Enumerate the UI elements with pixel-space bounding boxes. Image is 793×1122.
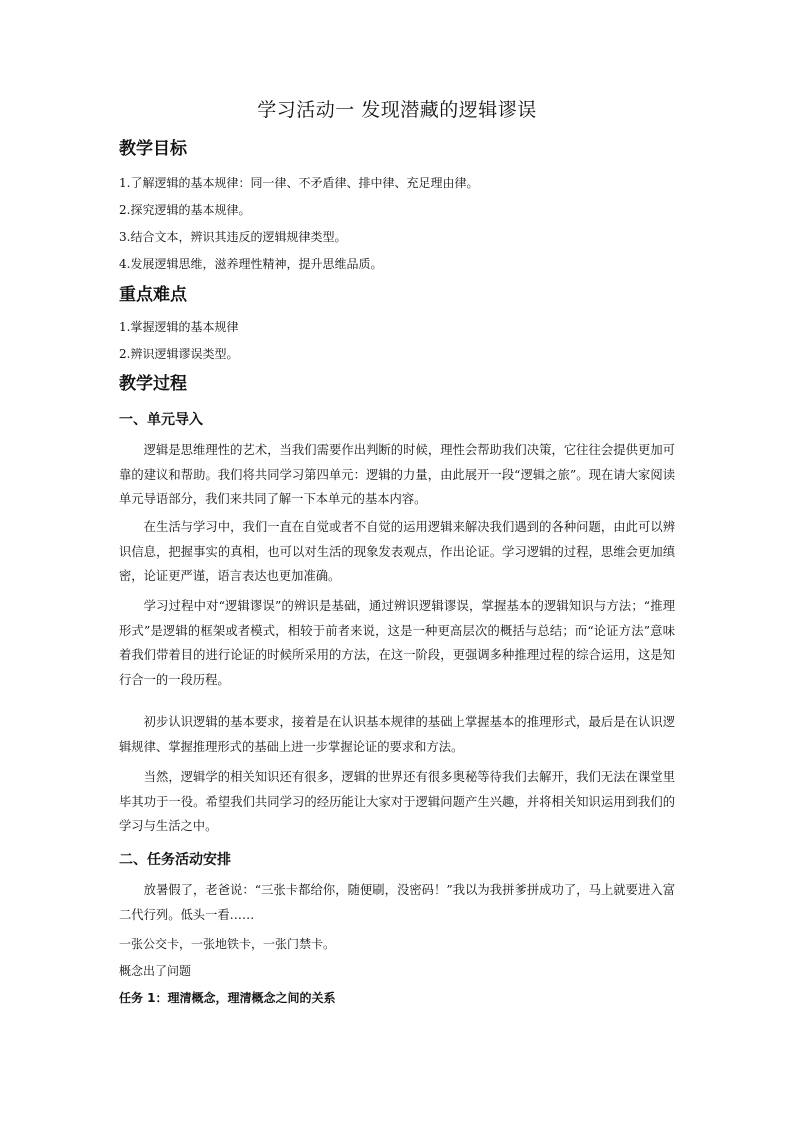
document-title: 学习活动一 发现潜藏的逻辑谬误 bbox=[257, 99, 537, 121]
objective-item-4: 4.发展逻辑思维，滋养理性精神，提升思维品质。 bbox=[119, 257, 383, 271]
section1-paragraph-2: 在生活与学习中，我们一直在自觉或者不自觉的运用逻辑来解决我们遇到的各种问题，由此可以辨识信息，把握事实的真相，也可以对生活的现象发表观点，作出论证。学习逻辑的过程，思维会更加缜密，论证更严谨，语言表达也更加准确。 bbox=[119, 520, 675, 583]
objective-item-3: 3.结合文本，辨识其违反的逻辑规律类型。 bbox=[119, 230, 347, 244]
objective-item-1: 1.了解逻辑的基本规律：同一律、不矛盾律、排中律、充足理由律。 bbox=[119, 176, 479, 190]
section1-paragraph-4: 初步认识逻辑的基本要求，接着是在认识基本规律的基础上掌握基本的推理形式，最后是在认识逻辑规律、掌握推理形式的基础上进一步掌握论证的要求和方法。 bbox=[119, 715, 675, 754]
section2-paragraph: 放暑假了，老爸说：“三张卡都给你，随便刷，没密码！”我以为我拼爹拼成功了，马上就要进入富二代行列。低头一看…… bbox=[119, 883, 675, 922]
section2-heading: 二、任务活动安排 bbox=[119, 852, 231, 868]
task1-heading: 任务 1：理清概念，理清概念之间的关系 bbox=[119, 991, 336, 1005]
section2-line-concept: 概念出了问题 bbox=[119, 964, 192, 978]
section1-heading: 一、单元导入 bbox=[119, 412, 203, 428]
objective-item-2: 2.探究逻辑的基本规律。 bbox=[119, 203, 251, 217]
section1-paragraph-1: 逻辑是思维理性的艺术，当我们需要作出判断的时候，理性会帮助我们决策，它往往会提供更加可靠的建议和帮助。我们将共同学习第四单元：逻辑的力量，由此展开一段“逻辑之旅”。现在请大家阅读单元导语部分，我们来共同了解一下本单元的基本内容。 bbox=[119, 443, 675, 506]
key-point-item-2: 2.辨识逻辑谬误类型。 bbox=[119, 347, 239, 361]
process-heading: 教学过程 bbox=[119, 374, 187, 394]
section1-paragraph-3: 学习过程中对“逻辑谬误”的辨识是基础，通过辨识逻辑谬误，掌握基本的逻辑知识与方法；“推理形式”是逻辑的框架或者模式，相较于前者来说，这是一种更高层次的概括与总结；而“论证方法”意味着我们带着目的进行论证的时候所采用的方法，在这一阶段，更强调多种推理过程的综合运用，这是知行合一的一段历程。 bbox=[119, 599, 675, 687]
section1-paragraph-5: 当然，逻辑学的相关知识还有很多，逻辑的世界还有很多奥秘等待我们去解开，我们无法在课堂里毕其功于一役。希望我们共同学习的经历能让大家对于逻辑问题产生兴趣，并将相关知识运用到我们的学习与生活之中。 bbox=[119, 770, 675, 833]
section2-line-cards: 一张公交卡，一张地铁卡，一张门禁卡。 bbox=[119, 937, 336, 951]
objectives-heading: 教学目标 bbox=[119, 139, 187, 159]
key-points-heading: 重点难点 bbox=[119, 285, 187, 305]
key-point-item-1: 1.掌握逻辑的基本规律 bbox=[119, 320, 239, 334]
